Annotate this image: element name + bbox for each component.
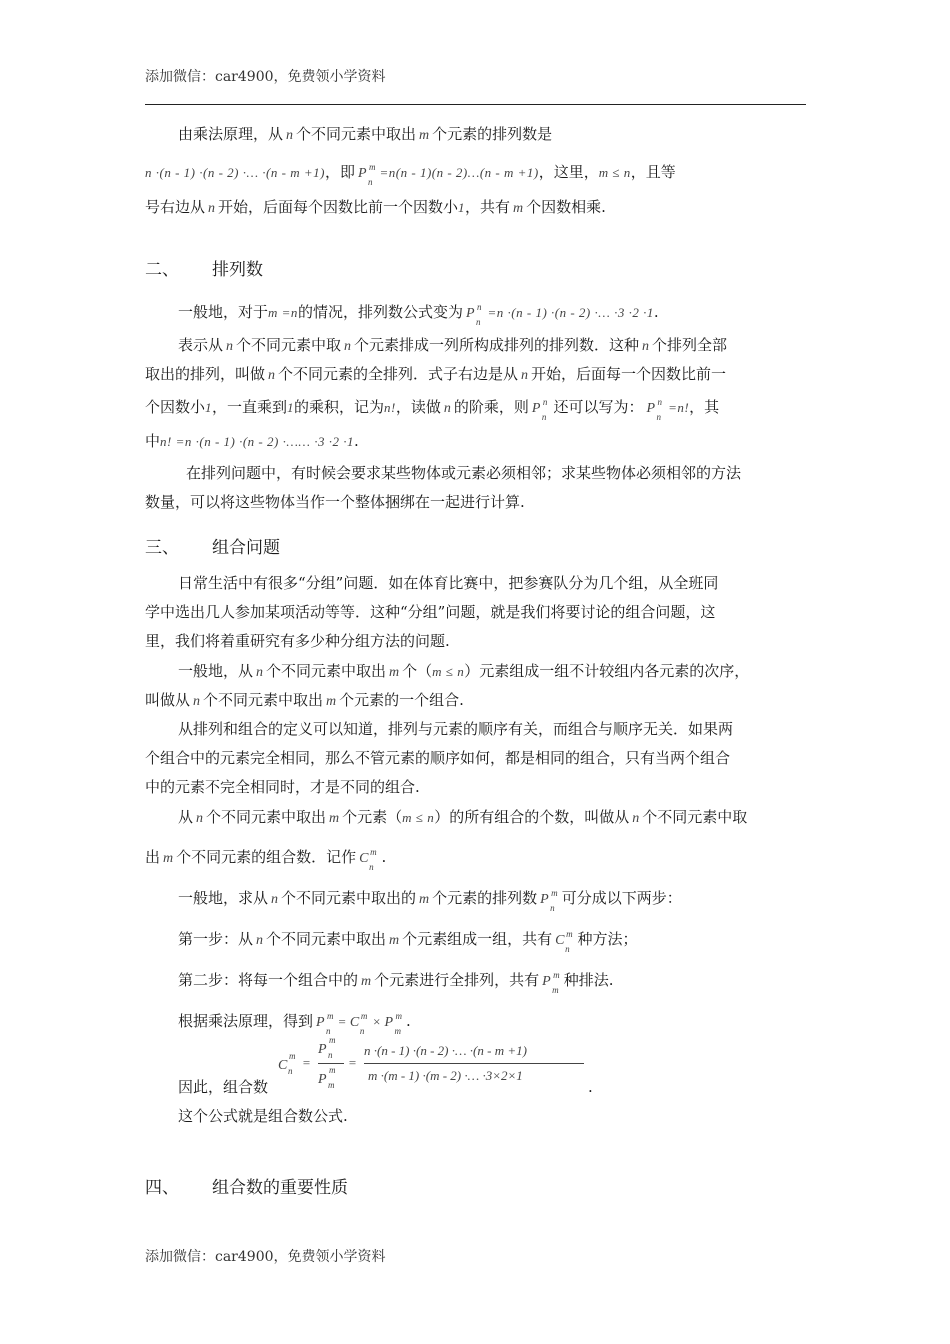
p3-line1: 日常生活中有很多“分组”问题．如在体育比赛中，把参赛队分为几个组，从全班同 <box>178 574 719 592</box>
p3-line14: 根据乘法原理，得到 P m n = C m n × P m m . <box>178 1011 411 1036</box>
section-2-heading: 二、 排列数 <box>145 260 263 280</box>
page-header: 添加微信：car4900，免费领小学资料 <box>145 69 386 85</box>
p3-line2: 学中选出几人参加某项活动等等．这种“分组”问题，就是我们将要讨论的组合问题，这 <box>145 603 716 621</box>
p3-line12: 第一步：从 n 个不同元素中取出 m 个元素组成一组，共有 C m n 种方法； <box>178 929 638 954</box>
p2-line1: 一般地，对于m =n的情况，排列数公式变为 P n n =n ·(n - 1) ·(n - 2) ·… ·3 ·2 ·1. <box>178 302 659 327</box>
section-3-heading: 三、 组合问题 <box>145 538 280 558</box>
p3-line5: 叫做从 n 个不同元素中取出 m 个元素的一个组合. <box>145 691 464 709</box>
page-footer: 添加微信：car4900，免费领小学资料 <box>145 1249 386 1265</box>
p2-line2: 表示从 n 个不同元素中取 n 个元素排成一列所构成排列的排列数．这种 n 个排列全部 <box>178 336 728 354</box>
p3-line16: 这个公式就是组合数公式. <box>178 1107 348 1125</box>
p1-line2: n ·(n - 1) ·(n - 2) ·… ·(n - m +1)，即 P m n =n(n - 1)(n - 2)…(n - m +1)，这里，m ≤ n，且等 <box>145 162 676 187</box>
p3-line7: 个组合中的元素完全相同，那么不管元素的顺序如何，都是相同的组合，只有当两个组合 <box>145 749 731 767</box>
p2-line3: 取出的排列，叫做 n 个不同元素的全排列．式子右边是从 n 开始，后面每一个因数比前一 <box>145 365 727 383</box>
p3-line8: 中的元素不完全相同时，才是不同的组合. <box>145 778 420 796</box>
frac-denominator: m ·(m - 1) ·(m - 2) ·… ·3×2×1 <box>368 1068 523 1083</box>
p3-line11: 一般地，求从 n 个不同元素中取出的 m 个元素的排列数 P m n 可分成以下两步： <box>178 888 682 913</box>
p2-line6: 在排列问题中，有时候会要求某些物体或元素必须相邻；求某些物体必须相邻的方法 <box>186 464 742 482</box>
p2-line4: 个因数小1，一直乘到1的乘积，记为n!，读做 n 的阶乘，则 P n n 还可以写为： P n n =n!，其 <box>145 397 720 422</box>
p2-line5: 中n! =n ·(n - 1) ·(n - 2) ·…… ·3 ·2 ·1. <box>145 432 359 450</box>
header-rule <box>145 104 806 105</box>
p3-line10: 出 m 个不同元素的组合数．记作 C m n . <box>145 847 387 872</box>
p2-line7: 数量，可以将这些物体当作一个整体捆绑在一起进行计算. <box>145 493 525 511</box>
p1-line3: 号右边从 n 开始，后面每个因数比前一个因数小1，共有 m 个因数相乘. <box>145 198 606 216</box>
p3-line9: 从 n 个不同元素中取出 m 个元素（m ≤ n）的所有组合的个数，叫做从 n 个不同元素中取 <box>178 808 748 826</box>
frac-numerator: n ·(n - 1) ·(n - 2) ·… ·(n - m +1) <box>364 1043 527 1058</box>
p3-line4: 一般地，从 n 个不同元素中取出 m 个（m ≤ n）元素组成一组不计较组内各元素的次序， <box>178 662 750 680</box>
p3-line6: 从排列和组合的定义可以知道，排列与元素的顺序有关，而组合与顺序无关．如果两 <box>178 720 734 738</box>
p3-line3: 里，我们将着重研究有多少种分组方法的问题. <box>145 632 450 650</box>
p1-line1: 由乘法原理，从 n 个不同元素中取出 m 个元素的排列数是 <box>178 125 553 143</box>
p3-line15-end: . <box>588 1078 593 1096</box>
section-4-heading: 四、 组合数的重要性质 <box>145 1178 348 1198</box>
p3-line13: 第二步：将每一个组合中的 m 个元素进行全排列，共有 P m m 种排法. <box>178 970 614 995</box>
p3-line15: 因此，组合数 <box>178 1078 269 1096</box>
